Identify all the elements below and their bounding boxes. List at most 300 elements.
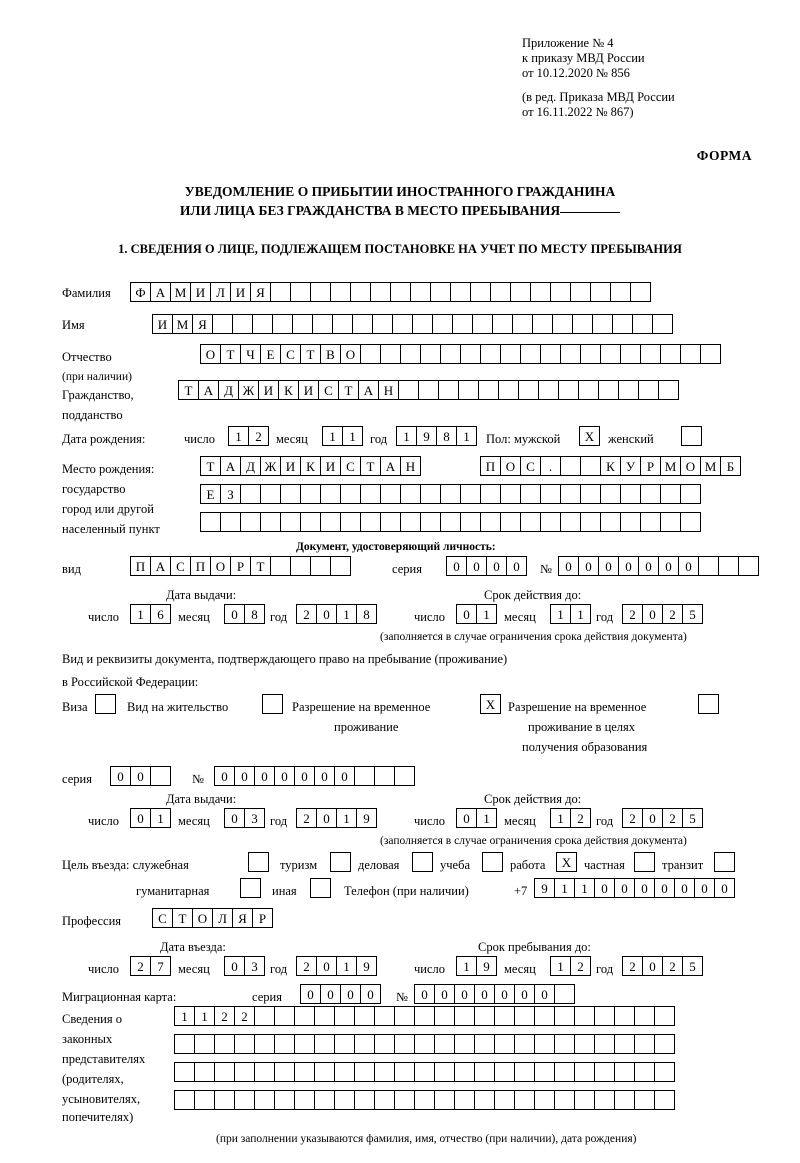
- cell[interactable]: [592, 314, 613, 334]
- field-birthplace-state[interactable]: [200, 456, 420, 476]
- cell[interactable]: [194, 1090, 215, 1110]
- cell[interactable]: 0: [506, 556, 527, 576]
- field-birth-year[interactable]: [396, 426, 476, 446]
- cell[interactable]: 0: [214, 766, 235, 786]
- cell[interactable]: [738, 556, 759, 576]
- cell[interactable]: [718, 556, 739, 576]
- checkbox-purpose-humanitarian[interactable]: [240, 878, 261, 898]
- cell[interactable]: 1: [194, 1006, 215, 1026]
- cell[interactable]: [294, 1090, 315, 1110]
- cell[interactable]: И: [280, 456, 301, 476]
- cell[interactable]: Р: [640, 456, 661, 476]
- cell[interactable]: 0: [598, 556, 619, 576]
- cell[interactable]: 0: [320, 984, 341, 1004]
- cell[interactable]: [612, 314, 633, 334]
- cell[interactable]: [540, 512, 561, 532]
- cell[interactable]: Т: [178, 380, 199, 400]
- checkbox-purpose-work[interactable]: Х: [556, 852, 577, 872]
- cell[interactable]: [270, 556, 291, 576]
- cell[interactable]: А: [150, 282, 171, 302]
- cell[interactable]: Д: [218, 380, 239, 400]
- cell[interactable]: [534, 1090, 555, 1110]
- cell[interactable]: [380, 484, 401, 504]
- cell[interactable]: Ж: [238, 380, 259, 400]
- cell[interactable]: [414, 1062, 435, 1082]
- cell[interactable]: [194, 1034, 215, 1054]
- cell[interactable]: 3: [244, 956, 265, 976]
- cell[interactable]: [330, 282, 351, 302]
- cell[interactable]: 1: [476, 604, 497, 624]
- cell[interactable]: [214, 1034, 235, 1054]
- cell[interactable]: [520, 512, 541, 532]
- cell[interactable]: [394, 1062, 415, 1082]
- cell[interactable]: [494, 1034, 515, 1054]
- cell[interactable]: [418, 380, 439, 400]
- cell[interactable]: [398, 380, 419, 400]
- field-birthplace-city-row-1[interactable]: [480, 456, 740, 476]
- cell[interactable]: Ф: [130, 282, 151, 302]
- cell[interactable]: О: [192, 908, 213, 928]
- cell[interactable]: Т: [220, 344, 241, 364]
- cell[interactable]: 0: [454, 984, 475, 1004]
- cell[interactable]: 0: [294, 766, 315, 786]
- cell[interactable]: 2: [234, 1006, 255, 1026]
- cell[interactable]: [614, 1034, 635, 1054]
- cell[interactable]: [660, 484, 681, 504]
- cell[interactable]: [514, 1062, 535, 1082]
- cell[interactable]: [514, 1006, 535, 1026]
- cell[interactable]: [610, 282, 631, 302]
- cell[interactable]: [580, 512, 601, 532]
- cell[interactable]: [412, 314, 433, 334]
- cell[interactable]: [494, 1090, 515, 1110]
- cell[interactable]: [392, 314, 413, 334]
- cell[interactable]: [240, 512, 261, 532]
- cell[interactable]: 1: [174, 1006, 195, 1026]
- field-stay-day[interactable]: [456, 956, 496, 976]
- cell[interactable]: [374, 1034, 395, 1054]
- cell[interactable]: 0: [316, 956, 337, 976]
- cell[interactable]: 1: [336, 956, 357, 976]
- field-name[interactable]: [152, 314, 672, 334]
- field-phone[interactable]: [534, 878, 734, 898]
- cell[interactable]: [600, 512, 621, 532]
- cell[interactable]: К: [278, 380, 299, 400]
- cell[interactable]: [634, 1006, 655, 1026]
- cell[interactable]: М: [660, 456, 681, 476]
- cell[interactable]: Т: [338, 380, 359, 400]
- cell[interactable]: [430, 282, 451, 302]
- cell[interactable]: [332, 314, 353, 334]
- cell[interactable]: [538, 380, 559, 400]
- field-birth-day[interactable]: [228, 426, 268, 446]
- field-doc-issue-day[interactable]: [130, 604, 170, 624]
- cell[interactable]: 1: [550, 956, 571, 976]
- cell[interactable]: 8: [356, 604, 377, 624]
- cell[interactable]: [558, 380, 579, 400]
- cell[interactable]: С: [520, 456, 541, 476]
- cell[interactable]: [700, 344, 721, 364]
- cell[interactable]: [374, 1062, 395, 1082]
- cell[interactable]: М: [172, 314, 193, 334]
- cell[interactable]: Я: [250, 282, 271, 302]
- cell[interactable]: [440, 344, 461, 364]
- cell[interactable]: 2: [622, 808, 643, 828]
- cell[interactable]: [440, 484, 461, 504]
- cell[interactable]: [618, 380, 639, 400]
- cell[interactable]: 9: [356, 956, 377, 976]
- cell[interactable]: И: [230, 282, 251, 302]
- cell[interactable]: О: [200, 344, 221, 364]
- cell[interactable]: А: [220, 456, 241, 476]
- cell[interactable]: 5: [682, 808, 703, 828]
- cell[interactable]: [360, 484, 381, 504]
- cell[interactable]: 8: [436, 426, 457, 446]
- cell[interactable]: 1: [554, 878, 575, 898]
- cell[interactable]: [600, 484, 621, 504]
- cell[interactable]: С: [318, 380, 339, 400]
- cell[interactable]: [354, 1090, 375, 1110]
- cell[interactable]: [340, 512, 361, 532]
- cell[interactable]: [290, 556, 311, 576]
- cell[interactable]: [614, 1090, 635, 1110]
- cell[interactable]: [450, 282, 471, 302]
- cell[interactable]: 5: [682, 956, 703, 976]
- cell[interactable]: 0: [642, 808, 663, 828]
- cell[interactable]: [480, 512, 501, 532]
- cell[interactable]: И: [298, 380, 319, 400]
- cell[interactable]: [320, 484, 341, 504]
- cell[interactable]: 0: [434, 984, 455, 1004]
- cell[interactable]: 0: [314, 766, 335, 786]
- cell[interactable]: Т: [172, 908, 193, 928]
- field-permit-valid-month[interactable]: [550, 808, 590, 828]
- cell[interactable]: 0: [714, 878, 735, 898]
- cell[interactable]: [680, 344, 701, 364]
- cell[interactable]: [360, 344, 381, 364]
- cell[interactable]: П: [190, 556, 211, 576]
- field-entry-month[interactable]: [224, 956, 264, 976]
- cell[interactable]: 2: [622, 956, 643, 976]
- cell[interactable]: [534, 1006, 555, 1026]
- cell[interactable]: [654, 1006, 675, 1026]
- cell[interactable]: [630, 282, 651, 302]
- cell[interactable]: 2: [296, 956, 317, 976]
- cell[interactable]: [620, 484, 641, 504]
- cell[interactable]: [454, 1006, 475, 1026]
- cell[interactable]: 0: [316, 604, 337, 624]
- cell[interactable]: [350, 282, 371, 302]
- field-permit-valid-year[interactable]: [622, 808, 702, 828]
- cell[interactable]: [394, 1090, 415, 1110]
- field-doc-number[interactable]: [558, 556, 758, 576]
- cell[interactable]: [572, 314, 593, 334]
- checkbox-purpose-business[interactable]: [412, 852, 433, 872]
- checkbox-purpose-private[interactable]: [634, 852, 655, 872]
- cell[interactable]: [300, 484, 321, 504]
- cell[interactable]: [550, 282, 571, 302]
- cell[interactable]: [420, 484, 441, 504]
- cell[interactable]: [300, 512, 321, 532]
- checkbox-female[interactable]: [681, 426, 702, 446]
- cell[interactable]: И: [152, 314, 173, 334]
- cell[interactable]: А: [380, 456, 401, 476]
- cell[interactable]: [434, 1006, 455, 1026]
- cell[interactable]: [634, 1062, 655, 1082]
- cell[interactable]: 1: [336, 808, 357, 828]
- cell[interactable]: С: [280, 344, 301, 364]
- cell[interactable]: [600, 344, 621, 364]
- cell[interactable]: [400, 344, 421, 364]
- checkbox-visa[interactable]: [95, 694, 116, 714]
- cell[interactable]: Р: [230, 556, 251, 576]
- cell[interactable]: [658, 380, 679, 400]
- cell[interactable]: 0: [594, 878, 615, 898]
- cell[interactable]: [698, 556, 719, 576]
- cell[interactable]: [474, 1062, 495, 1082]
- field-patronymic[interactable]: [200, 344, 720, 364]
- cell[interactable]: [654, 1034, 675, 1054]
- cell[interactable]: 2: [570, 808, 591, 828]
- cell[interactable]: [440, 512, 461, 532]
- field-legal-rep-row-2[interactable]: [174, 1034, 674, 1054]
- cell[interactable]: [470, 282, 491, 302]
- cell[interactable]: [654, 1062, 675, 1082]
- cell[interactable]: [420, 512, 441, 532]
- field-doc-issue-month[interactable]: [224, 604, 264, 624]
- cell[interactable]: 0: [414, 984, 435, 1004]
- cell[interactable]: [578, 380, 599, 400]
- cell[interactable]: [560, 344, 581, 364]
- cell[interactable]: [460, 344, 481, 364]
- cell[interactable]: [214, 1090, 235, 1110]
- cell[interactable]: [640, 512, 661, 532]
- cell[interactable]: 0: [224, 956, 245, 976]
- cell[interactable]: 1: [336, 604, 357, 624]
- cell[interactable]: 1: [228, 426, 249, 446]
- cell[interactable]: П: [480, 456, 501, 476]
- checkbox-purpose-transit[interactable]: [714, 852, 735, 872]
- cell[interactable]: Е: [200, 484, 221, 504]
- cell[interactable]: [174, 1034, 195, 1054]
- cell[interactable]: [580, 456, 601, 476]
- cell[interactable]: Е: [260, 344, 281, 364]
- cell[interactable]: [514, 1090, 535, 1110]
- cell[interactable]: [598, 380, 619, 400]
- cell[interactable]: 7: [150, 956, 171, 976]
- cell[interactable]: 3: [244, 808, 265, 828]
- cell[interactable]: [552, 314, 573, 334]
- cell[interactable]: 0: [614, 878, 635, 898]
- cell[interactable]: [274, 1006, 295, 1026]
- cell[interactable]: 9: [416, 426, 437, 446]
- cell[interactable]: Т: [250, 556, 271, 576]
- field-birthplace-city-row-3[interactable]: [200, 512, 700, 532]
- cell[interactable]: [380, 344, 401, 364]
- field-citizenship[interactable]: [178, 380, 678, 400]
- cell[interactable]: [214, 1062, 235, 1082]
- cell[interactable]: 0: [642, 604, 663, 624]
- cell[interactable]: [534, 1034, 555, 1054]
- cell[interactable]: [212, 314, 233, 334]
- cell[interactable]: К: [600, 456, 621, 476]
- cell[interactable]: 0: [678, 556, 699, 576]
- cell[interactable]: Л: [212, 908, 233, 928]
- cell[interactable]: З: [220, 484, 241, 504]
- cell[interactable]: [518, 380, 539, 400]
- cell[interactable]: Д: [240, 456, 261, 476]
- cell[interactable]: [294, 1006, 315, 1026]
- cell[interactable]: А: [358, 380, 379, 400]
- cell[interactable]: [400, 484, 421, 504]
- cell[interactable]: [574, 1062, 595, 1082]
- cell[interactable]: [310, 556, 331, 576]
- cell[interactable]: [438, 380, 459, 400]
- cell[interactable]: 1: [342, 426, 363, 446]
- cell[interactable]: 2: [296, 808, 317, 828]
- cell[interactable]: [234, 1034, 255, 1054]
- field-doc-valid-month[interactable]: [550, 604, 590, 624]
- cell[interactable]: 0: [254, 766, 275, 786]
- cell[interactable]: [330, 556, 351, 576]
- cell[interactable]: [680, 512, 701, 532]
- cell[interactable]: [394, 1034, 415, 1054]
- cell[interactable]: [594, 1034, 615, 1054]
- cell[interactable]: 5: [682, 604, 703, 624]
- cell[interactable]: [340, 484, 361, 504]
- cell[interactable]: 1: [550, 808, 571, 828]
- cell[interactable]: [274, 1090, 295, 1110]
- cell[interactable]: [310, 282, 331, 302]
- cell[interactable]: [334, 1006, 355, 1026]
- cell[interactable]: [638, 380, 659, 400]
- cell[interactable]: 0: [456, 604, 477, 624]
- cell[interactable]: [474, 1090, 495, 1110]
- cell[interactable]: [334, 1034, 355, 1054]
- cell[interactable]: [354, 1034, 375, 1054]
- cell[interactable]: [234, 1090, 255, 1110]
- cell[interactable]: [312, 314, 333, 334]
- field-permit-number[interactable]: [214, 766, 414, 786]
- cell[interactable]: [560, 456, 581, 476]
- cell[interactable]: Л: [210, 282, 231, 302]
- cell[interactable]: [260, 512, 281, 532]
- cell[interactable]: [334, 1062, 355, 1082]
- cell[interactable]: [494, 1006, 515, 1026]
- cell[interactable]: [654, 1090, 675, 1110]
- cell[interactable]: [280, 484, 301, 504]
- cell[interactable]: [394, 766, 415, 786]
- checkbox-purpose-other[interactable]: [310, 878, 331, 898]
- cell[interactable]: [520, 484, 541, 504]
- cell[interactable]: [590, 282, 611, 302]
- cell[interactable]: [260, 484, 281, 504]
- cell[interactable]: 0: [234, 766, 255, 786]
- cell[interactable]: [252, 314, 273, 334]
- cell[interactable]: 2: [248, 426, 269, 446]
- cell[interactable]: С: [170, 556, 191, 576]
- cell[interactable]: [360, 512, 381, 532]
- cell[interactable]: Н: [378, 380, 399, 400]
- cell[interactable]: [580, 484, 601, 504]
- cell[interactable]: [632, 314, 653, 334]
- cell[interactable]: 2: [214, 1006, 235, 1026]
- checkbox-purpose-tourism[interactable]: [330, 852, 351, 872]
- cell[interactable]: [510, 282, 531, 302]
- cell[interactable]: 0: [654, 878, 675, 898]
- cell[interactable]: Т: [200, 456, 221, 476]
- cell[interactable]: [554, 1034, 575, 1054]
- checkbox-purpose-study[interactable]: [482, 852, 503, 872]
- cell[interactable]: 0: [300, 984, 321, 1004]
- cell[interactable]: 1: [396, 426, 417, 446]
- cell[interactable]: О: [210, 556, 231, 576]
- cell[interactable]: [534, 1062, 555, 1082]
- cell[interactable]: [454, 1034, 475, 1054]
- cell[interactable]: 0: [360, 984, 381, 1004]
- cell[interactable]: 0: [334, 766, 355, 786]
- cell[interactable]: [498, 380, 519, 400]
- cell[interactable]: [554, 1062, 575, 1082]
- field-stay-year[interactable]: [622, 956, 702, 976]
- field-migration-number[interactable]: [414, 984, 574, 1004]
- cell[interactable]: 0: [456, 808, 477, 828]
- cell[interactable]: [174, 1090, 195, 1110]
- checkbox-temp-residence[interactable]: Х: [480, 694, 501, 714]
- cell[interactable]: [274, 1062, 295, 1082]
- cell[interactable]: [280, 512, 301, 532]
- cell[interactable]: [490, 282, 511, 302]
- cell[interactable]: [640, 344, 661, 364]
- cell[interactable]: [620, 512, 641, 532]
- cell[interactable]: 0: [340, 984, 361, 1004]
- cell[interactable]: [420, 344, 441, 364]
- cell[interactable]: [270, 282, 291, 302]
- cell[interactable]: 0: [534, 984, 555, 1004]
- cell[interactable]: [594, 1090, 615, 1110]
- cell[interactable]: Т: [360, 456, 381, 476]
- cell[interactable]: [254, 1090, 275, 1110]
- field-migration-series[interactable]: [300, 984, 380, 1004]
- field-doc-valid-day[interactable]: [456, 604, 496, 624]
- cell[interactable]: [472, 314, 493, 334]
- cell[interactable]: [680, 484, 701, 504]
- cell[interactable]: [500, 484, 521, 504]
- cell[interactable]: Ч: [240, 344, 261, 364]
- cell[interactable]: [458, 380, 479, 400]
- cell[interactable]: [354, 1006, 375, 1026]
- cell[interactable]: [314, 1062, 335, 1082]
- cell[interactable]: 1: [322, 426, 343, 446]
- cell[interactable]: 0: [658, 556, 679, 576]
- cell[interactable]: 0: [642, 956, 663, 976]
- cell[interactable]: [660, 344, 681, 364]
- cell[interactable]: [254, 1034, 275, 1054]
- cell[interactable]: 1: [476, 808, 497, 828]
- field-permit-series[interactable]: [110, 766, 170, 786]
- cell[interactable]: И: [320, 456, 341, 476]
- cell[interactable]: [434, 1062, 455, 1082]
- cell[interactable]: 2: [662, 604, 683, 624]
- field-permit-issue-month[interactable]: [224, 808, 264, 828]
- cell[interactable]: 8: [244, 604, 265, 624]
- field-birthplace-city-row-2[interactable]: [200, 484, 700, 504]
- cell[interactable]: 0: [224, 808, 245, 828]
- cell[interactable]: 1: [570, 604, 591, 624]
- cell[interactable]: Ж: [260, 456, 281, 476]
- cell[interactable]: [540, 484, 561, 504]
- cell[interactable]: [594, 1062, 615, 1082]
